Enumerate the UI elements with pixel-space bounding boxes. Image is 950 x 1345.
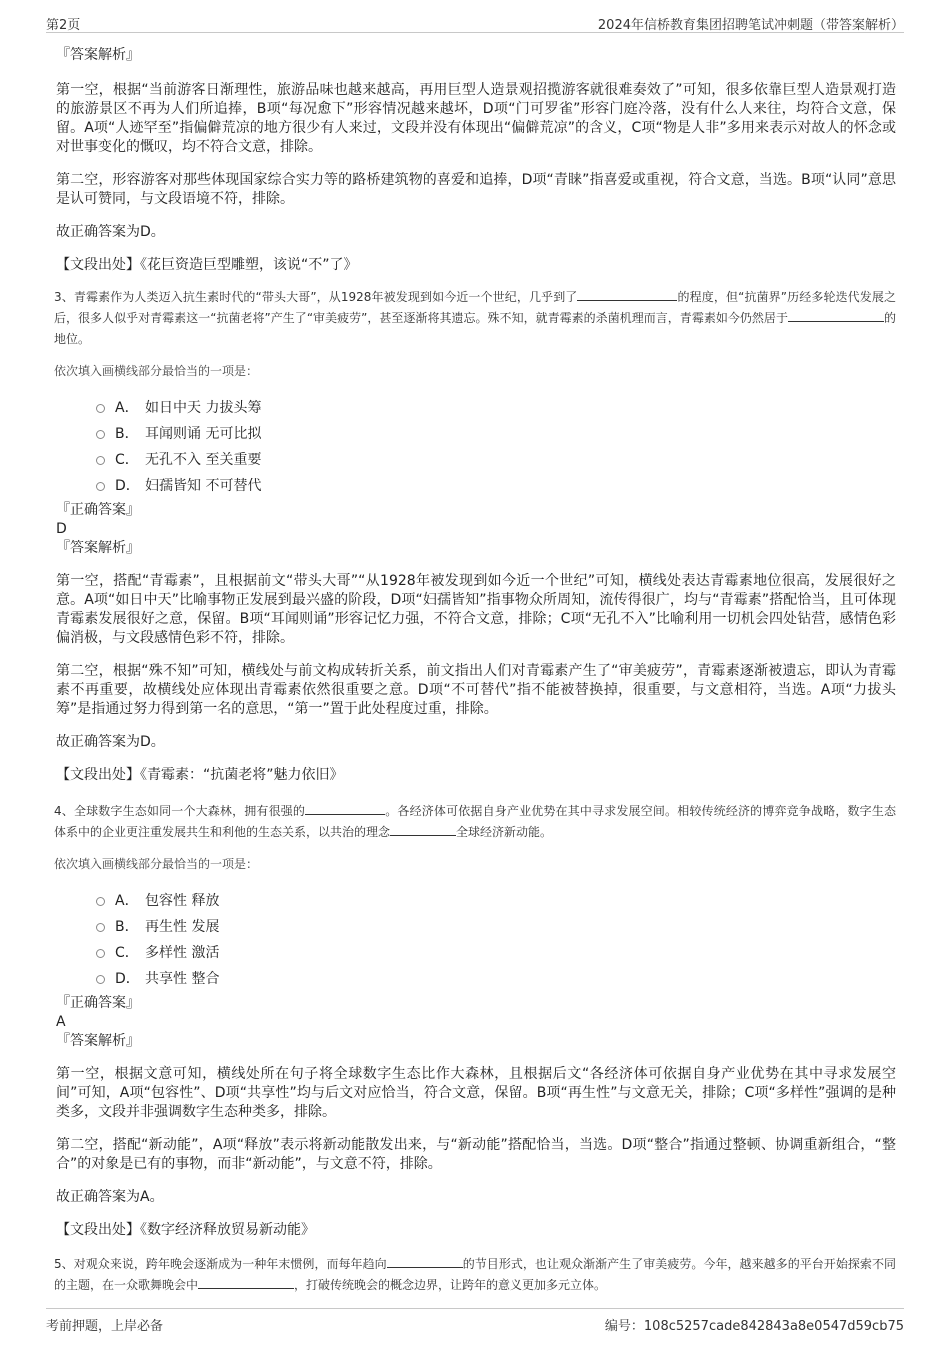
analysis-paragraph: 第一空，根据文意可知，横线处所在句子将全球数字生态比作大森林，且根据后文“各经济体可依据自身产业优势在其中寻求发展空间”可知，A项“包容性”、D项“共享性”均与后文对应恰当，符合文意，保留。B项“再生性”与文意无关，排除；C项“多样性”强调的是种类多，文段并非强调数字生态种类多，排除。 xyxy=(56,1066,896,1120)
radio-button[interactable] xyxy=(96,430,105,439)
footer-slogan: 考前押题，上岸必备 xyxy=(46,1319,164,1334)
fill-blank xyxy=(198,1276,294,1289)
fill-blank xyxy=(387,1255,463,1268)
correct-answer: A xyxy=(56,1014,66,1030)
question-4-stem: 4、全球数字生态如同一个大森林，拥有很强的 。各经济体可依据自身产业优势在其中寻求发展空间。相较传统经济的博弈竞争战略，数字生态体系中的企业更注重发展共生和利他的生态关系，以共治的理念 全球经济新动能。 xyxy=(54,804,896,839)
conclusion: 故正确答案为D。 xyxy=(56,734,165,750)
question-4-prompt: 依次填入画横线部分最恰当的一项是： xyxy=(54,857,259,871)
source-citation: 【文段出处】《青霉素：“抗菌老将”魅力依旧》 xyxy=(56,767,344,783)
radio-button[interactable] xyxy=(96,897,105,906)
question-3-stem: 3、青霉素作为人类迈入抗生素时代的“带头大哥”，从1928年被发现到如今近一个世纪，几乎到了 的程度，但“抗菌界”历经多轮迭代发展之后，很多人似乎对青霉素这一“抗菌老将”产生了“审美疲劳”，甚至逐渐将其遗忘。殊不知，就青霉素的杀菌机理而言，青霉素如今仍然居于 的地位。 xyxy=(54,290,896,346)
correct-answer-heading: 『正确答案』 xyxy=(56,502,140,518)
page-number: 第2页 xyxy=(46,18,81,33)
option-a[interactable]: A． 如日中天 力拔头筹 xyxy=(96,395,896,421)
analysis-heading: 『答案解析』 xyxy=(56,47,140,63)
fill-blank xyxy=(788,309,884,322)
radio-button[interactable] xyxy=(96,923,105,932)
option-d[interactable]: D． 共享性 整合 xyxy=(96,966,896,992)
page-header xyxy=(46,10,904,33)
fill-blank xyxy=(390,823,456,836)
conclusion: 故正确答案为A。 xyxy=(56,1189,164,1205)
document-title: 2024年信桥教育集团招聘笔试冲刺题（带答案解析） xyxy=(597,18,904,33)
analysis-paragraph: 第一空，搭配“青霉素”，且根据前文“带头大哥”“从1928年被发现到如今近一个世纪”可知，横线处表达青霉素地位很高，发展很好之意。A项“如日中天”比喻事物正发展到最兴盛的阶段，D项“妇孺皆知”指事物众所周知，流传得很广，均与“青霉素”搭配恰当，且可体现青霉素发展很好之意，保留。B项“耳闻则诵”形容记忆力强，不符合文意，排除；C项“无孔不入”比喻利用一切机会四处钻营，感情色彩偏消极，与文段感情色彩不符，排除。 xyxy=(56,573,896,646)
question-4-options xyxy=(96,888,896,992)
radio-button[interactable] xyxy=(96,456,105,465)
fill-blank xyxy=(305,802,385,815)
analysis-paragraph: 第二空，搭配“新动能”，A项“释放”表示将新动能散发出来，与“新动能”搭配恰当，当选。D项“整合”指通过整顿、协调重新组合，“整合”的对象是已有的事物，而非“新动能”，与文意不符，排除。 xyxy=(56,1137,896,1172)
analysis-paragraph: 第二空，根据“殊不知”可知，横线处与前文构成转折关系，前文指出人们对青霉素产生了“审美疲劳”，青霉素逐渐被遗忘，即认为青霉素不再重要，故横线处应体现出青霉素依然很重要之意。D项“不可替代”指不能被替换掉，很重要，与文意相符，当选。A项“力拔头筹”是指通过努力得到第一名的意思，“第一”置于此处程度过重，排除。 xyxy=(56,663,896,717)
analysis-paragraph: 第一空，根据“当前游客日渐理性，旅游品味也越来越高，再用巨型人造景观招揽游客就很难奏效了”可知，很多依靠巨型人造景观打造的旅游景区不再为人们所追捧，B项“每况愈下”形容情况越来越坏，D项“门可罗雀”形容门庭冷落，没有什么人来往，均符合文意，保留。A项“人迹罕至”指偏僻荒凉的地方很少有人来过，文段并没有体现出“偏僻荒凉”的含义，C项“物是人非”多用来表示对故人的怀念或对世事变化的慨叹，均不符合文意，排除。 xyxy=(56,82,896,155)
analysis-paragraph: 第二空，形容游客对那些体现国家综合实力等的路桥建筑物的喜爱和追捧，D项“青睐”指喜爱或重视，符合文意，当选。B项“认同”意思是认可赞同，与文段语境不符，排除。 xyxy=(56,172,896,207)
option-b[interactable]: B． 再生性 发展 xyxy=(96,914,896,940)
question-5-stem: 5、对观众来说，跨年晚会逐渐成为一种年末惯例，而每年趋向 的节目形式，也让观众渐渐产生了审美疲劳。今年，越来越多的平台开始探索不同的主题，在一众歌舞晚会中 ，打破传统晚会的概念边界，让跨年的意义更加多元立体。 xyxy=(54,1257,896,1292)
analysis-heading: 『答案解析』 xyxy=(56,540,140,556)
page-footer xyxy=(46,1308,904,1335)
analysis-heading: 『答案解析』 xyxy=(56,1033,140,1049)
correct-answer-heading: 『正确答案』 xyxy=(56,995,140,1011)
source-citation: 【文段出处】《花巨资造巨型雕塑，该说“不”了》 xyxy=(56,257,358,273)
radio-button[interactable] xyxy=(96,482,105,491)
question-3-options xyxy=(96,395,896,499)
option-c[interactable]: C． 多样性 激活 xyxy=(96,940,896,966)
radio-button[interactable] xyxy=(96,975,105,984)
question-3-prompt: 依次填入画横线部分最恰当的一项是： xyxy=(54,364,259,378)
option-c[interactable]: C． 无孔不入 至关重要 xyxy=(96,447,896,473)
option-d[interactable]: D． 妇孺皆知 不可替代 xyxy=(96,473,896,499)
document-body xyxy=(56,38,896,1296)
conclusion: 故正确答案为D。 xyxy=(56,224,165,240)
option-b[interactable]: B． 耳闻则诵 无可比拟 xyxy=(96,421,896,447)
source-citation: 【文段出处】《数字经济释放贸易新动能》 xyxy=(56,1222,315,1238)
correct-answer: D xyxy=(56,521,67,537)
document-code: 编号：108c5257cade842843a8e0547d59cb75 xyxy=(604,1319,904,1334)
radio-button[interactable] xyxy=(96,404,105,413)
fill-blank xyxy=(577,288,677,301)
radio-button[interactable] xyxy=(96,949,105,958)
option-a[interactable]: A． 包容性 释放 xyxy=(96,888,896,914)
